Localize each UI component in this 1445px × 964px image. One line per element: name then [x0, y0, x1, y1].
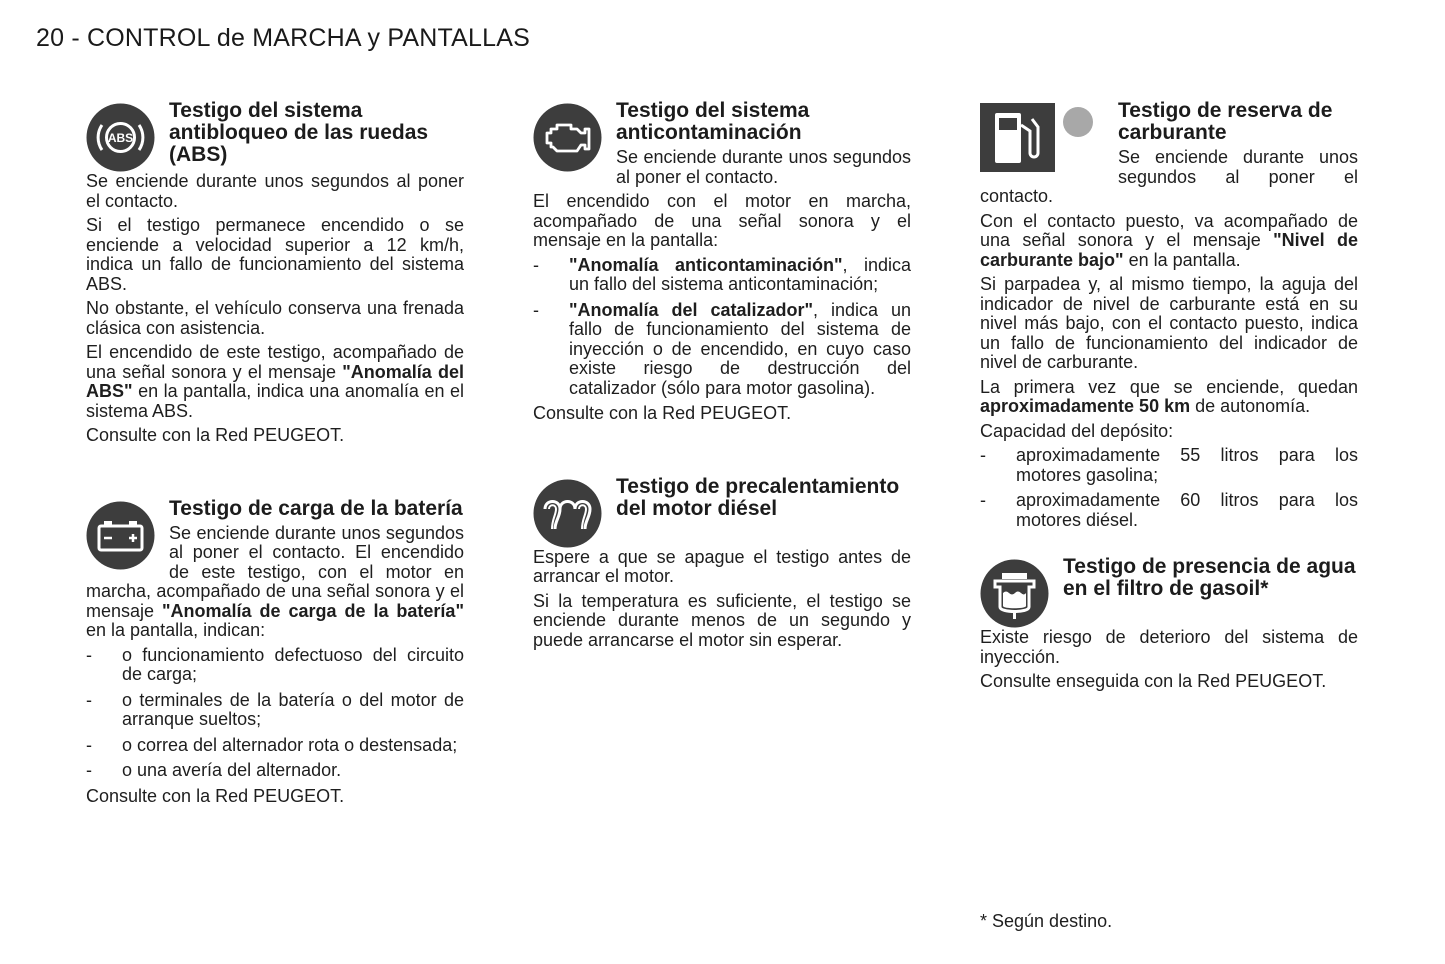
abs-title: Testigo del sistema antibloqueo de las ruedas (ABS): [169, 99, 429, 166]
fuel-section: [980, 100, 1358, 530]
emission-section: [533, 100, 911, 424]
emission-text-3: Consulte con la Red PEUGEOT.: [533, 403, 792, 423]
abs-text-1: Se enciende durante unos segundos al poner el contacto.: [86, 171, 464, 211]
glow-text-2: Si la temperatura es suficiente, el testigo se enciende durante menos de un segundo y puede arrancarse el motor sin esperar.: [533, 590, 911, 650]
battery-message: "Anomalía de carga de la batería": [162, 600, 464, 621]
emission-list: [533, 256, 911, 399]
list-item: - "Anomalía anticontaminación", indica un fallo del sistema anticontaminación;: [533, 256, 911, 295]
abs-section: [86, 100, 464, 446]
water-section: [980, 556, 1358, 692]
glow-section: [533, 476, 911, 651]
water-in-filter-icon: [980, 559, 1049, 628]
page-header: 20 - CONTROL de MARCHA y PANTALLAS: [36, 24, 530, 52]
fuel-range: aproximadamente 50 km: [980, 396, 1191, 416]
battery-list: [86, 646, 464, 781]
abs-text-4: El encendido de este testigo, acompañado de una señal sonora y el mensaje "Anomalía del ABS" en la pantalla, indica una anomalía en el sistema ABS.: [86, 342, 465, 421]
column-left: [86, 100, 464, 811]
engine-emission-icon: [533, 103, 602, 172]
abs-text-3: No obstante, el vehículo conserva una frenada clásica con asistencia.: [86, 298, 464, 338]
glow-text-1: Espere a que se apague el testigo antes de arrancar el motor.: [533, 546, 911, 586]
emission-text-1: Se enciende durante unos segundos al poner el contacto.: [616, 147, 911, 187]
battery-section: [86, 498, 464, 807]
fuel-icon-group: [980, 103, 1118, 175]
glow-plug-icon: [533, 479, 602, 548]
column-middle: [533, 100, 911, 655]
fuel-text-4: La primera vez que se enciende, quedan aproximadamente 50 km de autonomía.: [980, 376, 1358, 416]
column-right: [980, 100, 1358, 697]
list-item: - o una avería del alternador.: [86, 761, 464, 781]
water-text-1: Existe riesgo de deterioro del sistema de inyección.: [980, 627, 1358, 667]
fuel-message: "Nivel de carburante bajo": [980, 230, 1358, 270]
list-item: - aproximadamente 55 litros para los motores gasolina;: [980, 446, 1358, 485]
svg-text:ABS: ABS: [107, 131, 134, 145]
abs-text-5: Consulte con la Red PEUGEOT.: [86, 425, 345, 445]
indicator-dot-icon: [1063, 107, 1093, 137]
list-item: - o funcionamiento defectuoso del circuito de carga;: [86, 646, 464, 685]
fuel-title: Testigo de reserva de carburante: [1118, 99, 1333, 144]
list-item: - aproximadamente 60 litros para los motores diésel.: [980, 491, 1358, 530]
fuel-text-3: Si parpadea y, al mismo tiempo, la aguja del indicador de nivel de carburante está en su nivel más bajo, con el contacto puesto, indica un fallo de funcionamiento del indicador de nivel de carburante.: [980, 274, 1358, 372]
battery-icon: [86, 501, 155, 570]
glow-title: Testigo de precalentamiento del motor diésel: [616, 474, 900, 520]
fuel-text-2: Con el contacto puesto, va acompañado de una señal sonora y el mensaje "Nivel de carburante bajo" en la pantalla.: [980, 210, 1358, 270]
battery-title: Testigo de carga de la batería: [169, 496, 463, 520]
footnote: * Según destino.: [980, 911, 1113, 931]
emission-title: Testigo del sistema anticontaminación: [616, 99, 810, 144]
abs-warning-icon: [86, 103, 155, 172]
fuel-text-1: Se enciende durante unos segundos al poner el contacto.: [980, 147, 1358, 206]
water-text-2: Consulte enseguida con la Red PEUGEOT.: [980, 671, 1327, 691]
list-item: - "Anomalía del catalizador", indica un fallo de funcionamiento del sistema de inyección o de encendido, en cuyo caso existe riesgo de destrucción del catalizador (sólo para motor gasolina).: [533, 301, 911, 399]
list-item: - o correa del alternador rota o destensada;: [86, 736, 464, 756]
fuel-list: [980, 446, 1358, 530]
battery-text-2: Consulte con la Red PEUGEOT.: [86, 785, 345, 806]
abs-message: "Anomalía del ABS": [86, 361, 465, 401]
fuel-text-5: Capacidad del depósito:: [980, 420, 1174, 441]
abs-text-2: Si el testigo permanece encendido o se enciende a velocidad superior a 12 km/h, indica un fallo de funcionamiento del sistema ABS.: [86, 215, 464, 294]
list-item: - o terminales de la batería o del motor de arranque sueltos;: [86, 691, 464, 730]
fuel-pump-icon: [980, 103, 1055, 172]
battery-text-1: Se enciende durante unos segundos al poner el contacto. El encendido de este testigo, con el motor en marcha, acompañado de una señal sonora y el mensaje "Anomalía de carga de la batería" en la pantalla, indican:: [86, 522, 464, 640]
emission-text-2: El encendido con el motor en marcha, acompañado de una señal sonora y el mensaje en la pantalla:: [533, 191, 911, 250]
water-title: Testigo de presencia de agua en el filtro de gasoil*: [1063, 555, 1356, 600]
